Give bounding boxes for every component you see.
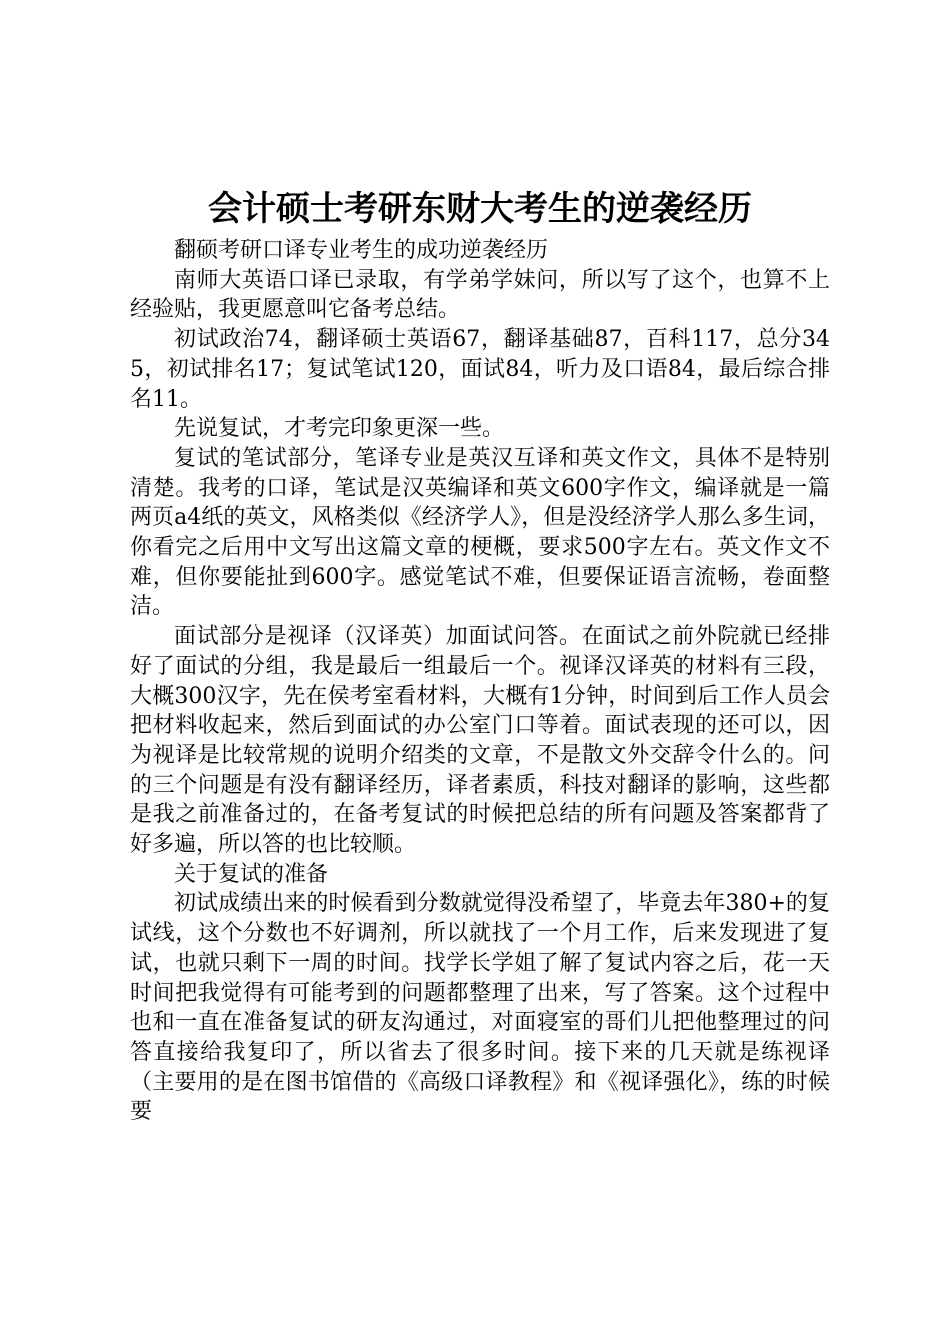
paragraph-interview: 面试部分是视译（汉译英）加面试问答。在面试之前外院就已经排好了面试的分组，我是最后一组最后一个。视译汉译英的材料有三段，大概300汉字，先在侯考室看材料，大概有1分钟，时间到后工作人员会把材料收起来，然后到面试的办公室门口等着。面试表现的还可以，因为视译是比较常规的说明介绍类的文章，不是散文外交辞令什么的。问的三个问题是有没有翻译经历，译者素质，科技对翻译的影响，这些都是我之前准备过的，在备考复试的时候把总结的所有问题及答案都背了好多遍，所以答的也比较顺。 [130,624,830,858]
paragraph-retest-lead: 先说复试，才考完印象更深一些。 [174,416,505,442]
paragraph-scores: 初试政治74，翻译硕士英语67，翻译基础87，百科117，总分345，初试排名17；复试笔试120，面试84，听力及口语84，最后综合排名11。 [130,327,830,412]
paragraph-preparation-heading: 关于复试的准备 [174,861,329,887]
paragraph-written-exam: 复试的笔试部分，笔译专业是英汉互译和英文作文，具体不是特别清楚。我考的口译，笔试是汉英编译和英文600字作文，编译就是一篇两页a4纸的英文，风格类似《经济学人》，但是没经济学人那么多生词，你看完之后用中文写出这篇文章的梗概，要求500字左右。英文作文不难，但你要能扯到600字。感觉笔试不难，但要保证语言流畅，卷面整洁。 [130,445,830,620]
document-title: 会计硕士考研东财大考生的逆袭经历 [208,189,752,229]
paragraph-subtitle: 翻硕考研口译专业考生的成功逆袭经历 [174,238,549,263]
paragraph-intro: 南师大英语口译已录取，有学弟学妹问，所以写了这个，也算不上经验贴，我更愿意叫它备考总结。 [130,267,830,323]
paragraph-preparation: 初试成绩出来的时候看到分数就觉得没希望了，毕竟去年380+的复试线，这个分数也不好调剂，所以就找了一个月工作，后来发现进了复试，也就只剩下一周的时间。找学长学姐了解了复试内容之后，花一天时间把我觉得有可能考到的问题都整理了出来，写了答案。这个过程中也和一直在准备复试的研友沟通过，对面寝室的哥们儿把他整理过的问答直接给我复印了，所以省去了很多时间。接下来的几天就是练视译（主要用的是在图书馆借的《高级口译教程》和《视译强化》，练的时候要 [130,891,830,1125]
document-page [130,186,830,1127]
